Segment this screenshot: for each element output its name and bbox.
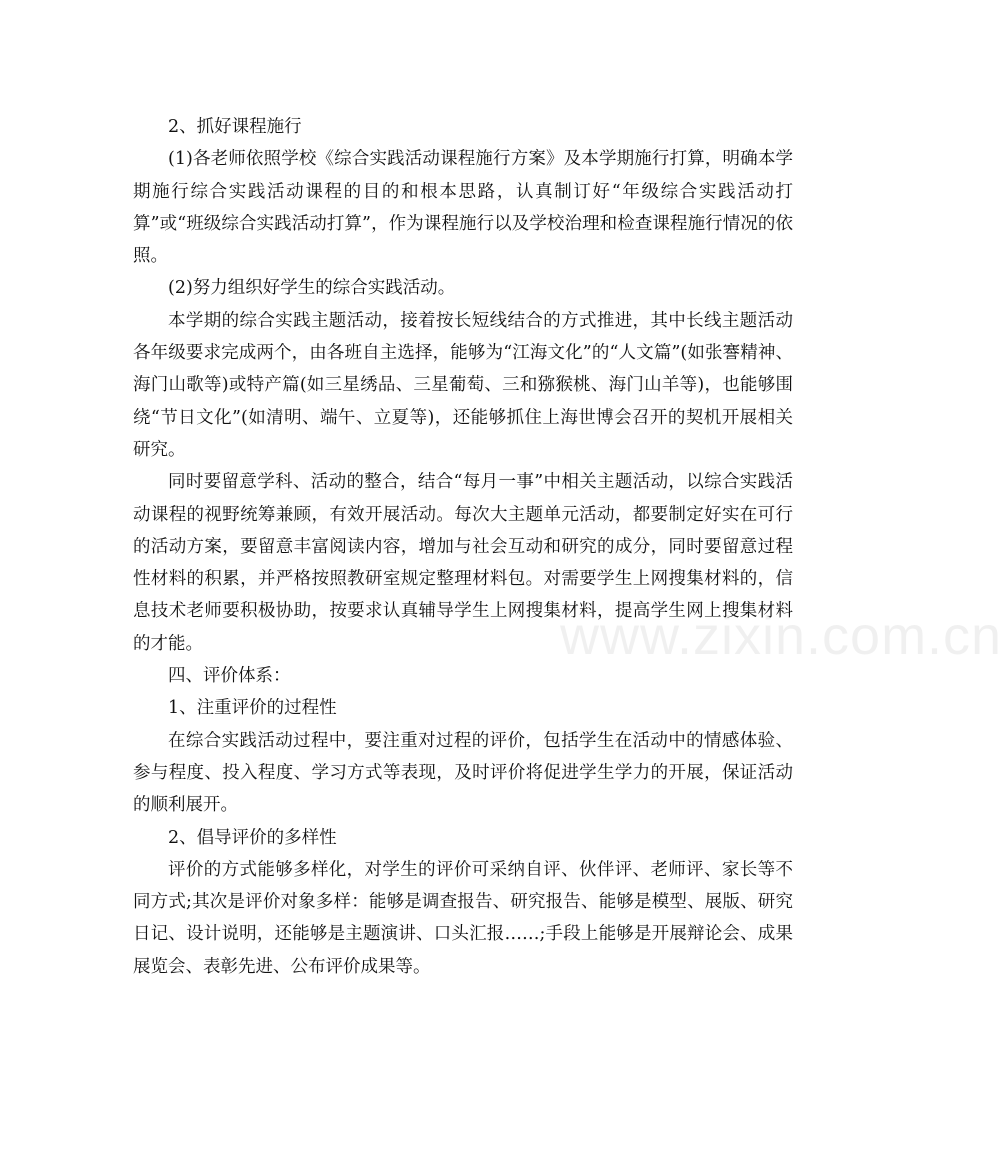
section-heading-implementation: 2、抓好课程施行 xyxy=(168,117,302,137)
subheading-process: 1、注重评价的过程性 xyxy=(168,698,337,719)
watermark: www.zixin.com.cn xyxy=(560,606,1002,666)
document-body xyxy=(133,111,793,983)
paragraph-theme-activities: 本学期的综合实践主题活动，接着按长短线结合的方式推进，其中长线主题活动各年级要求完成两个，由各班自主选择，能够为“江海文化”的“人文篇”(如张謇精神、海门山歌等)或特产篇(如三星绣品、三星葡萄、三和猕猴桃、海门山羊等)，也能够围绕“节日文化”(如清明、端午、立夏等)，还能够抓住上海世博会召开的契机开展相关研究。 xyxy=(133,310,793,460)
paragraph-process: 在综合实践活动过程中，要注重对过程的评价，包括学生在活动中的情感体验、参与程度、投入程度、学习方式等表现，及时评价将促进学生学力的开展，保证活动的顺利展开。 xyxy=(133,730,793,816)
paragraph-integration: 同时要留意学科、活动的整合，结合“每月一事”中相关主题活动，以综合实践活动课程的视野统筹兼顾，有效开展活动。每次大主题单元活动，都要制定好实在可行的活动方案，要留意丰富阅读内容，增加与社会互动和研究的成分，同时要留意过程性材料的积累，并严格按照教研室规定整理材料包。对需要学生上网搜集材料的，信息技术老师要积极协助，按要求认真辅导学生上网搜集材料，提高学生网上搜集材料的才能。 xyxy=(133,472,793,654)
paragraph-diversity: 评价的方式能够多样化，对学生的评价可采纳自评、伙伴评、老师评、家长等不同方式;其次是评价对象多样：能够是调查报告、研究报告、能够是模型、展版、研究日记、设计说明，还能够是主题演讲、口头汇报……;手段上能够是开展辩论会、成果展览会、表彰先进、公布评价成果等。 xyxy=(133,859,793,977)
subheading-diversity: 2、倡导评价的多样性 xyxy=(168,827,337,848)
paragraph-plan: (1)各老师依照学校《综合实践活动课程施行方案》及本学期施行打算，明确本学期施行综合实践活动课程的目的和根本思路，认真制订好“年级综合实践活动打算”或“班级综合实践活动打算”，作为课程施行以及学校治理和检查课程施行情况的依照。 xyxy=(133,149,793,267)
paragraph-organize: (2)努力组织好学生的综合实践活动。 xyxy=(168,278,456,299)
section-heading-evaluation: 四、评价体系： xyxy=(168,666,291,687)
